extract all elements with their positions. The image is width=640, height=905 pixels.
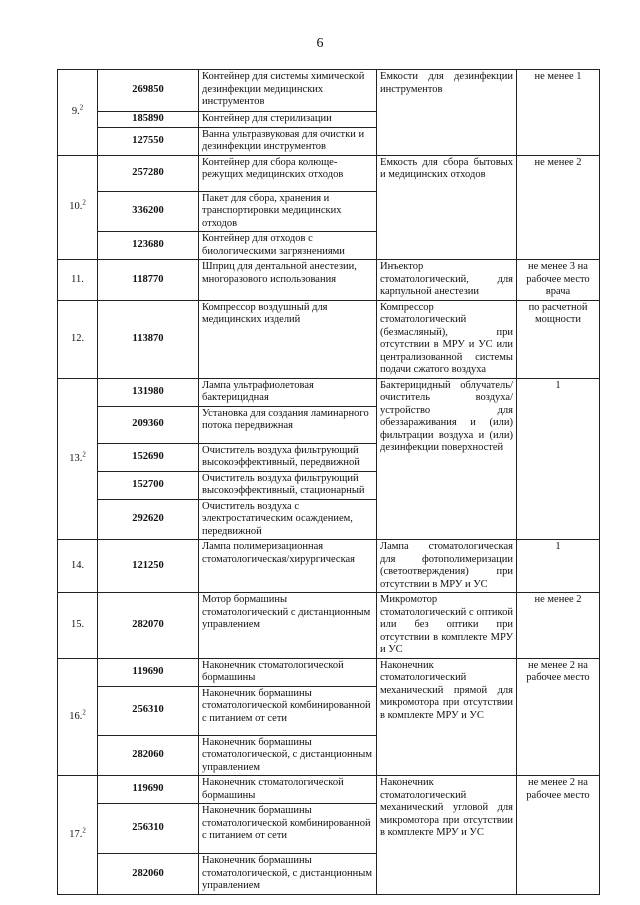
item-name: Наконечник стоматологической бормашины <box>199 776 377 804</box>
functional-name: Емкости для дезинфекции инструментов <box>377 70 517 156</box>
item-code: 257280 <box>98 155 199 191</box>
table-row <box>58 300 600 378</box>
item-code: 127550 <box>98 127 199 155</box>
item-code: 121250 <box>98 540 199 593</box>
item-name: Установка для создания ламинарного потока передвижная <box>199 406 377 443</box>
item-name: Контейнер для стерилизации <box>199 112 377 128</box>
item-code: 256310 <box>98 804 199 854</box>
item-code: 269850 <box>98 70 199 112</box>
table-row <box>58 70 600 112</box>
item-name: Очиститель воздуха фильтрующий высокоэффективный, передвижной <box>199 443 377 471</box>
quantity: по расчетной мощности <box>517 300 600 378</box>
functional-name: Компрессор стоматологический (безмасляный), при отсутствии в МРУ и УС или централизованной системы подачи сжатого воздуха <box>377 300 517 378</box>
functional-name: Емкость для сбора бытовых и медицинских отходов <box>377 155 517 260</box>
item-code: 113870 <box>98 300 199 378</box>
item-name: Наконечник бормашины стоматологической, с дистанционным управлением <box>199 854 377 895</box>
table-row <box>58 155 600 191</box>
item-code: 282060 <box>98 735 199 776</box>
functional-name: Наконечник стоматологический механический прямой для микромотора при отсутствии в комплекте МРУ и УС <box>377 658 517 776</box>
item-code: 185890 <box>98 112 199 128</box>
functional-name: Инъектор стоматологический, для карпульной анестезии <box>377 260 517 301</box>
group-number: 17.$^2$ <box>58 776 98 895</box>
group-number: 12. <box>58 300 98 378</box>
item-code: 152700 <box>98 471 199 499</box>
item-name: Очиститель воздуха фильтрующий высокоэффективный, стационарный <box>199 471 377 499</box>
quantity: не менее 3 на рабочее место врача <box>517 260 600 301</box>
quantity: не менее 2 на рабочее место <box>517 658 600 776</box>
group-number: 9.$^2$ <box>58 70 98 156</box>
item-code: 292620 <box>98 499 199 540</box>
item-name: Пакет для сбора, хранения и транспортировки медицинских отходов <box>199 191 377 232</box>
item-name: Лампа полимеризационная стоматологическая/хирургическая <box>199 540 377 593</box>
item-code: 118770 <box>98 260 199 301</box>
table-row <box>58 776 600 804</box>
quantity: не менее 2 на рабочее место <box>517 776 600 895</box>
item-name: Наконечник бормашины стоматологической, с дистанционным управлением <box>199 735 377 776</box>
table-row <box>58 540 600 593</box>
functional-name: Наконечник стоматологический механический угловой для микромотора при отсутствии в комплекте МРУ и УС <box>377 776 517 895</box>
table-row <box>58 593 600 659</box>
group-number: 11. <box>58 260 98 301</box>
item-code: 119690 <box>98 776 199 804</box>
quantity: 1 <box>517 378 600 540</box>
item-name: Наконечник бормашины стоматологической комбинированной с питанием от сети <box>199 804 377 854</box>
item-name: Шприц для дентальной анестезии, многоразового использования <box>199 260 377 301</box>
item-name: Очиститель воздуха с электростатическим осаждением, передвижной <box>199 499 377 540</box>
quantity: 1 <box>517 540 600 593</box>
page-number: 6 <box>316 36 324 51</box>
item-name: Мотор бормашины стоматологический с дистанционным управлением <box>199 593 377 659</box>
table-row <box>58 378 600 406</box>
item-code: 256310 <box>98 686 199 735</box>
item-name: Контейнер для сбора колюще-режущих медицинских отходов <box>199 155 377 191</box>
table-row <box>58 658 600 686</box>
item-code: 131980 <box>98 378 199 406</box>
equipment-table <box>57 69 600 895</box>
group-number: 10.$^2$ <box>58 155 98 260</box>
item-name: Контейнер для системы химической дезинфекции медицинских инструментов <box>199 70 377 112</box>
item-name: Компрессор воздушный для медицинских изделий <box>199 300 377 378</box>
item-name: Наконечник стоматологической бормашины <box>199 658 377 686</box>
item-name: Контейнер для отходов с биологическими загрязнениями <box>199 232 377 260</box>
item-code: 282060 <box>98 854 199 895</box>
table-row <box>58 260 600 301</box>
quantity: не менее 2 <box>517 155 600 260</box>
group-number: 15. <box>58 593 98 659</box>
item-name: Ванна ультразвуковая для очистки и дезинфекции инструментов <box>199 127 377 155</box>
group-number: 14. <box>58 540 98 593</box>
item-code: 282070 <box>98 593 199 659</box>
item-code: 336200 <box>98 191 199 232</box>
functional-name: Микромотор стоматологический с оптикой или без оптики при отсутствии в комплекте МРУ и УС <box>377 593 517 659</box>
quantity: не менее 2 <box>517 593 600 659</box>
group-number: 13.$^2$ <box>58 378 98 540</box>
functional-name: Лампа стоматологическая для фотополимеризации (светоотверждения) при отсутствии в МРУ и УС <box>377 540 517 593</box>
item-name: Лампа ультрафиолетовая бактерицидная <box>199 378 377 406</box>
item-code: 152690 <box>98 443 199 471</box>
group-number: 16.$^2$ <box>58 658 98 776</box>
item-code: 209360 <box>98 406 199 443</box>
functional-name: Бактерицидный облучатель/очиститель воздуха/устройство для обеззараживания и (или) фильтрации воздуха и (или) дезинфекции поверхностей <box>377 378 517 540</box>
item-name: Наконечник бормашины стоматологической комбинированной с питанием от сети <box>199 686 377 735</box>
item-code: 123680 <box>98 232 199 260</box>
quantity: не менее 1 <box>517 70 600 156</box>
item-code: 119690 <box>98 658 199 686</box>
